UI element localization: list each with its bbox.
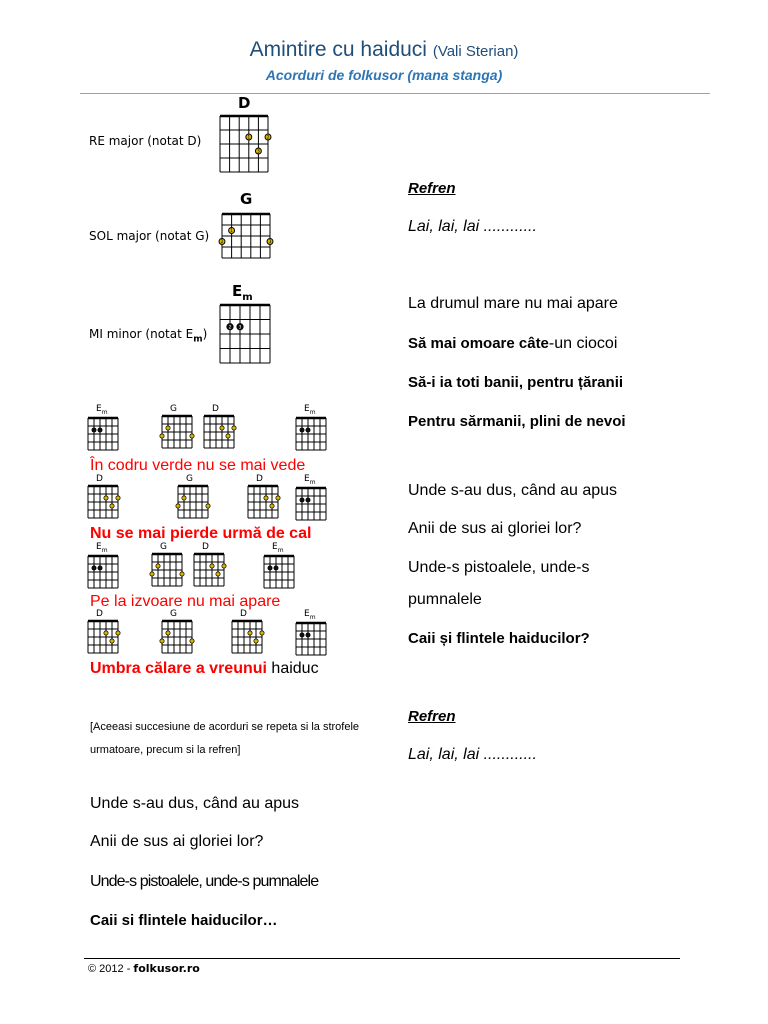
finger-number: 2 [266, 134, 270, 140]
finger-dot-fill [116, 631, 120, 635]
repeat-note: [Aceeasi succesiune de acorduri se repeta si la strofele urmatoare, precum si la refren] [90, 721, 360, 756]
small-chord-grid [296, 488, 326, 520]
finger-dot-fill [104, 496, 108, 500]
small-chord-grid [88, 556, 118, 588]
small-chord-d [232, 609, 262, 653]
footer-divider [84, 958, 680, 959]
left-stanza-line-4: Caii si flintele haiducilor… [90, 912, 278, 929]
small-chord-name: G [160, 542, 167, 552]
finger-dot-fill [160, 639, 164, 643]
finger-dot-fill [300, 428, 304, 432]
finger-number: 3 [268, 239, 272, 245]
legend-label-em: MI minor (notat $E_m$) [89, 327, 208, 345]
small-chord-d [88, 474, 118, 518]
refren-label-1: Refren [408, 180, 456, 197]
finger-dot-fill [206, 504, 210, 508]
small-chord-grid [194, 554, 224, 586]
small-chord-grid [296, 623, 326, 655]
finger-dot-fill [160, 434, 164, 438]
finger-dot-fill [166, 631, 170, 635]
small-chord-name: G [170, 404, 177, 414]
small-chord-em [264, 542, 294, 588]
finger-dot-fill [306, 498, 310, 502]
finger-dot-fill [110, 504, 114, 508]
finger-dot-fill [300, 633, 304, 637]
footer-site: folkusor.ro [133, 962, 200, 975]
chord-diagram-em-large [218, 282, 270, 363]
small-chord-grid [264, 556, 294, 588]
small-chord-d [204, 404, 234, 448]
song-subtitle: Acorduri de folkusor (mana stanga) [265, 67, 503, 83]
small-chord-grid [88, 621, 118, 653]
left-stanza-line-3: Unde-s pistoalele, unde-s pumnalele [90, 873, 319, 890]
finger-dot-fill [306, 633, 310, 637]
song-title: Amintire cu haiduci [249, 38, 427, 61]
finger-dot-fill [260, 631, 264, 635]
song-artist: (Vali Sterian) [432, 43, 519, 60]
finger-dot-fill [274, 566, 278, 570]
finger-dot-fill [98, 566, 102, 570]
right-stanza2-line-2: Anii de sus ai gloriei lor? [408, 520, 582, 537]
right-stanza2-line-1: Unde s-au dus, când au apus [408, 482, 618, 499]
small-chord-em [88, 542, 118, 588]
small-chord-name: $E_m$ [96, 542, 108, 554]
small-chord-grid [178, 486, 208, 518]
chord-diagram-g-large [212, 190, 270, 258]
song-title-line [0, 38, 768, 62]
small-chord-grid [88, 486, 118, 518]
small-chord-g [162, 609, 192, 653]
refren-label-2: Refren [408, 708, 456, 725]
small-chord-name: $E_m$ [304, 474, 316, 486]
finger-dot-fill [264, 496, 268, 500]
finger-dot-fill [182, 496, 186, 500]
finger-dot-fill [232, 426, 236, 430]
finger-dot-fill [276, 496, 280, 500]
left-stanza-line-1: Unde s-au dus, când au apus [90, 795, 300, 812]
chord-name-em: $E_m$ [232, 282, 253, 303]
small-chord-name: D [212, 404, 219, 414]
verse-line-3: Pe la izvoare nu mai apare [90, 593, 281, 610]
small-chord-name: $E_m$ [304, 404, 316, 416]
small-chord-name: $E_m$ [96, 404, 108, 416]
finger-dot-fill [210, 564, 214, 568]
finger-dot-fill [98, 428, 102, 432]
right-stanza1-line-4: Pentru sărmanii, plini de nevoi [408, 413, 626, 430]
finger-dot-fill [104, 631, 108, 635]
finger-dot-fill [92, 566, 96, 570]
finger-number: 3 [257, 148, 260, 154]
small-chord-name: $E_m$ [272, 542, 284, 554]
finger-dot-fill [226, 434, 230, 438]
small-chord-name: D [240, 609, 247, 619]
finger-number: 3 [238, 325, 242, 331]
small-chord-g [178, 474, 208, 518]
finger-dot-fill [190, 434, 194, 438]
small-chord-name: G [170, 609, 177, 619]
small-chord-name: D [202, 542, 209, 552]
header-divider [80, 93, 710, 94]
chord-name-g: G [240, 190, 253, 208]
small-chord-grid [204, 416, 234, 448]
small-chord-g [152, 542, 182, 586]
small-chord-d [194, 542, 224, 586]
small-chord-em [296, 404, 326, 450]
finger-number: 2 [228, 325, 232, 331]
small-chord-grid [88, 418, 118, 450]
left-stanza-line-2: Anii de sus ai gloriei lor? [90, 833, 264, 850]
verse-line-1: În codru verde nu se mai vede [90, 457, 306, 474]
small-chord-d [248, 474, 278, 518]
small-chord-em [296, 609, 326, 655]
right-stanza1-line-1: La drumul mare nu mai apare [408, 295, 618, 312]
small-chord-name: D [96, 474, 103, 484]
small-chord-name: D [96, 609, 103, 619]
small-chord-grid [152, 554, 182, 586]
small-chord-g [162, 404, 192, 448]
small-chord-grid [248, 486, 278, 518]
small-chord-name: G [186, 474, 193, 484]
finger-dot-fill [300, 498, 304, 502]
finger-dot-fill [222, 564, 226, 568]
finger-dot-fill [156, 564, 160, 568]
small-chord-name: D [256, 474, 263, 484]
legend-label-g: SOL major (notat G) [89, 229, 210, 243]
small-chord-grid [162, 621, 192, 653]
finger-dot-fill [92, 428, 96, 432]
finger-dot-fill [270, 504, 274, 508]
small-chord-grid [296, 418, 326, 450]
finger-dot-fill [150, 572, 154, 576]
finger-dot-fill [268, 566, 272, 570]
right-stanza1-line-2: Să mai omoare câte-un ciocoi [408, 335, 618, 352]
finger-dot-fill [216, 572, 220, 576]
finger-dot-fill [190, 639, 194, 643]
refren-text-2: Lai, lai, lai ............ [408, 746, 537, 763]
small-chord-grid [232, 621, 262, 653]
finger-dot-fill [220, 426, 224, 430]
finger-dot-fill [166, 426, 170, 430]
small-chord-em [88, 404, 118, 450]
finger-dot-fill [248, 631, 252, 635]
verse-line-2: Nu se mai pierde urmă de cal [90, 525, 312, 542]
small-chord-grid [162, 416, 192, 448]
finger-dot-fill [110, 639, 114, 643]
footer [88, 962, 200, 975]
finger-number: 1 [230, 228, 233, 234]
refren-text-1: Lai, lai, lai ............ [408, 218, 537, 235]
right-stanza2-line-4: pumnalele [408, 591, 482, 608]
finger-number: 2 [220, 239, 224, 245]
chord-name-d: D [238, 94, 251, 112]
legend-label-d: RE major (notat D) [89, 134, 202, 148]
finger-number: 1 [247, 134, 251, 140]
footer-copyright: © 2012 - [88, 963, 134, 975]
right-stanza2-line-5: Caii și flintele haiducilor? [408, 630, 590, 647]
chord-diagram-d-large [212, 94, 268, 172]
small-chord-d [88, 609, 118, 653]
right-stanza1-line-3: Să-i ia toti banii, pentru țăranii [408, 374, 624, 391]
right-stanza2-line-3: Unde-s pistoalele, unde-s [408, 559, 590, 576]
finger-dot-fill [306, 428, 310, 432]
small-chord-em [296, 474, 326, 520]
finger-dot-fill [254, 639, 258, 643]
verse-line-4: Umbra călare a vreunui haiduc [90, 660, 319, 677]
small-chord-name: $E_m$ [304, 609, 316, 621]
finger-dot-fill [180, 572, 184, 576]
finger-dot-fill [116, 496, 120, 500]
finger-dot-fill [176, 504, 180, 508]
